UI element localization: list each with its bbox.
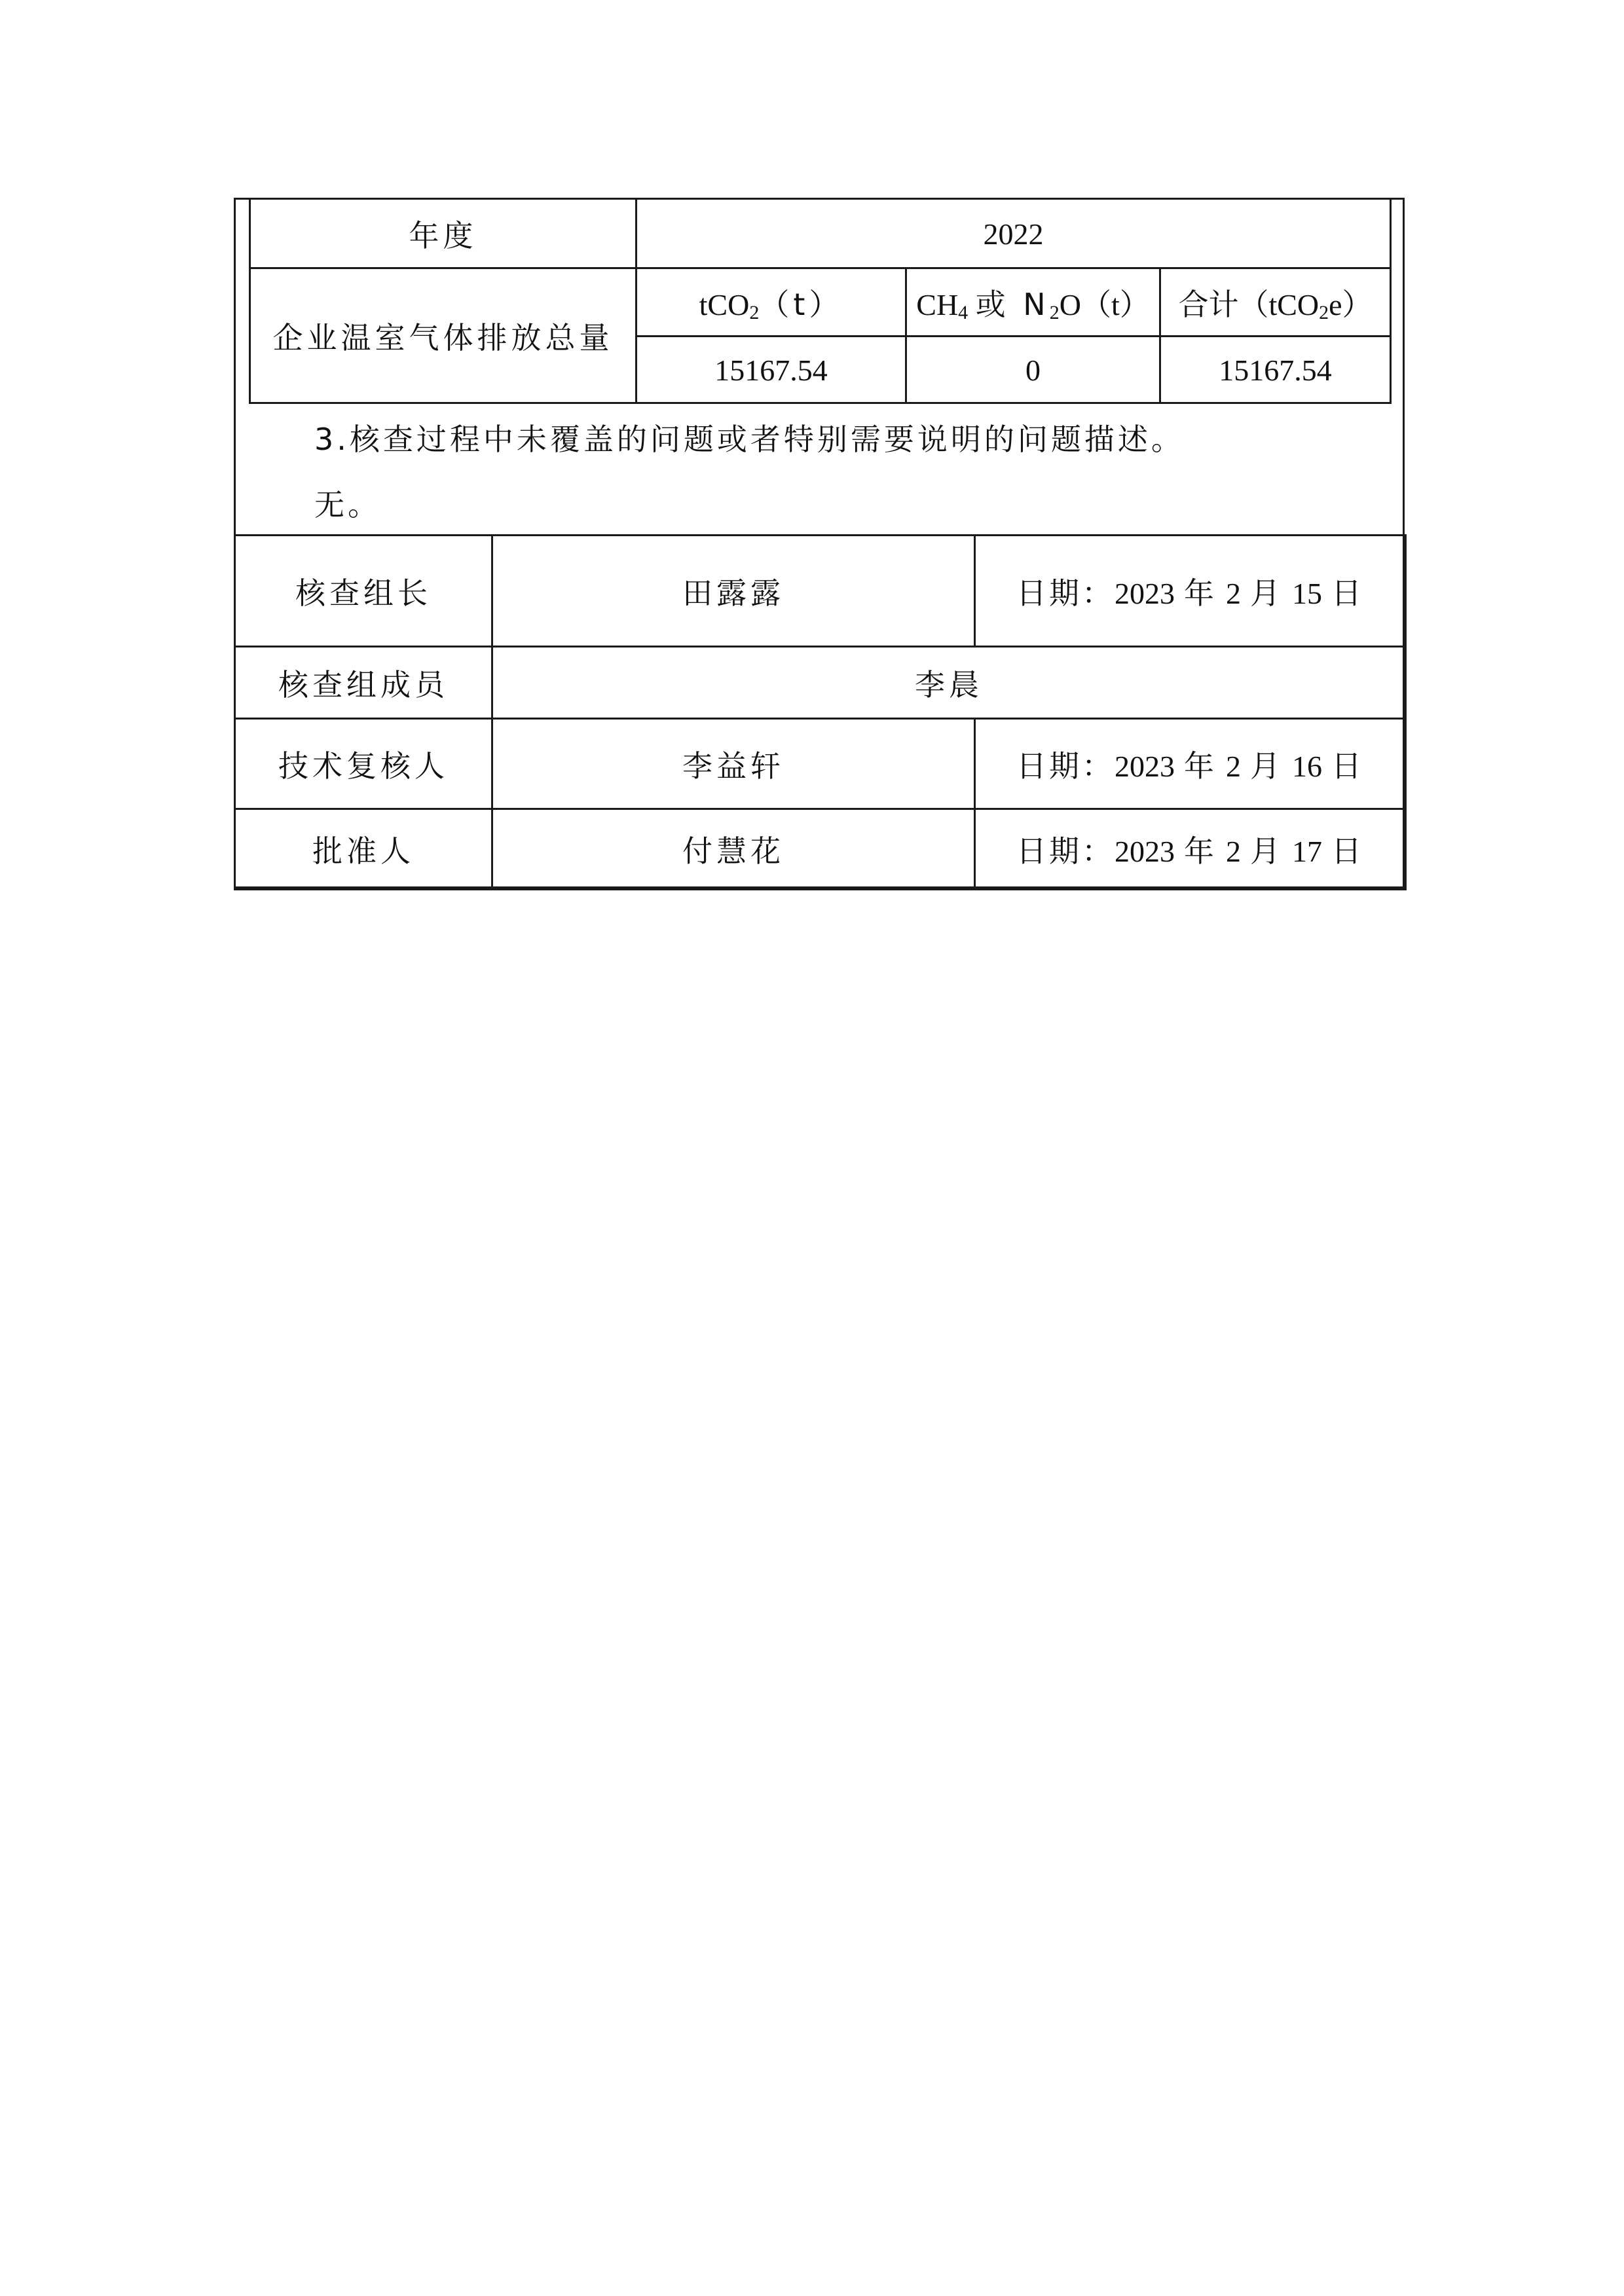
column-header-total: 合计（tCO$_2$e） (1160, 268, 1391, 337)
notes-content: 无。 (314, 487, 381, 522)
column-header-ch4-n2o: $CH_4$ 或 $N_2O(t)$ (906, 268, 1160, 337)
role-label: 批准人 (235, 809, 492, 890)
notes-heading: 3.核查过程中未覆盖的问题或者特别需要说明的问题描述。 (314, 422, 1185, 457)
sign-date: 日期：2023 年 2 月 16 日 (975, 719, 1406, 809)
signoff-table (234, 534, 1407, 890)
column-header-co2: tCO$_2$（t） (637, 268, 906, 337)
signoff-row-reviewer (235, 719, 1406, 809)
total-emissions-label: 企业温室气体排放总量 (250, 268, 637, 403)
person-name: 付慧花 (492, 809, 975, 890)
value-ch4-n2o: 0 (906, 337, 1160, 403)
person-name: 李晨 (492, 647, 1406, 719)
person-name: 田露露 (492, 536, 975, 647)
year-value: 2022 (637, 199, 1391, 268)
signoff-row-members (235, 647, 1406, 719)
value-total: 15167.54 (1160, 337, 1391, 403)
person-name: 李益轩 (492, 719, 975, 809)
sign-date: 日期：2023 年 2 月 17 日 (975, 809, 1406, 890)
role-label: 核查组成员 (235, 647, 492, 719)
year-label: 年度 (250, 199, 637, 268)
role-label: 技术复核人 (235, 719, 492, 809)
signoff-row-leader (235, 536, 1406, 647)
emissions-table (249, 198, 1392, 404)
role-label: 核查组长 (235, 536, 492, 647)
sign-date: 日期：2023 年 2 月 15 日 (975, 536, 1406, 647)
signoff-row-approver (235, 809, 1406, 890)
value-co2: 15167.54 (637, 337, 906, 403)
